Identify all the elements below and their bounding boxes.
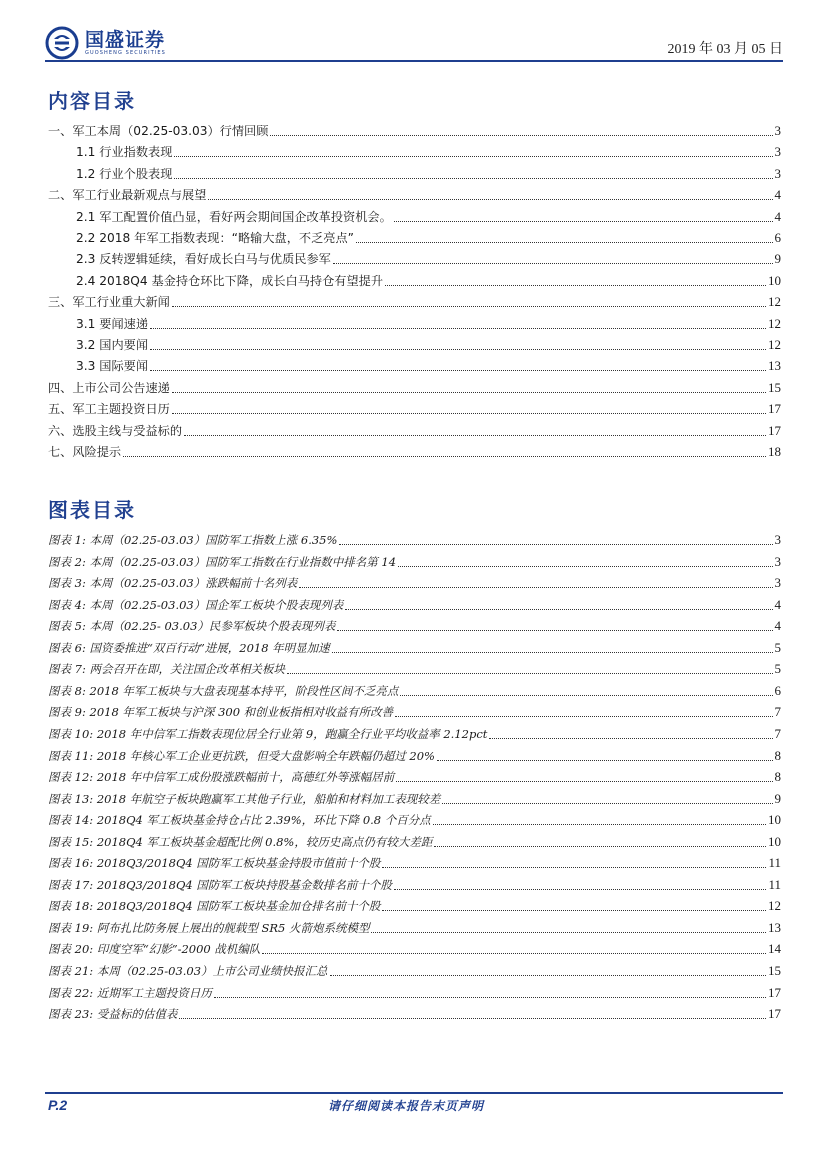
- toc-entry-label: 二、军工行业最新观点与展望: [48, 188, 207, 203]
- figure-entry[interactable]: [48, 1004, 781, 1022]
- toc-entry-page: 18: [768, 444, 781, 459]
- dot-leader: [123, 455, 766, 457]
- toc-entry[interactable]: [76, 271, 781, 289]
- figure-entry[interactable]: [48, 918, 781, 936]
- dot-leader: [174, 155, 772, 157]
- toc-entry-page: 10: [768, 272, 781, 288]
- dot-leader: [262, 952, 766, 954]
- dot-leader: [442, 802, 772, 804]
- dot-leader: [332, 651, 773, 653]
- figure-entry[interactable]: [48, 789, 781, 807]
- figure-entry-label: 图表 9: 2018 年军工板块与沪深 300 和创业板指相对收益有所改善: [48, 705, 394, 720]
- figure-entry-page: 17: [768, 984, 781, 1000]
- figure-entry-label: 图表 22: 近期军工主题投资日历: [48, 985, 212, 1000]
- toc-entry-label: 六、选股主线与受益标的: [48, 423, 183, 438]
- toc-entry-page: 3: [774, 123, 781, 138]
- figure-entry-label: 图表 21: 本周（02.25-03.03）上市公司业绩快报汇总: [48, 964, 328, 978]
- figures-title: 图表目录: [48, 498, 136, 522]
- toc-entry[interactable]: [76, 314, 781, 332]
- dot-leader: [287, 672, 773, 674]
- toc-entry-label: 2.1 军工配置价值凸显，看好两会期间国企改革投资机会。: [76, 209, 392, 224]
- dot-leader: [394, 888, 767, 890]
- dot-leader: [385, 284, 766, 286]
- figure-entry-page: 3: [774, 553, 781, 569]
- figure-entry[interactable]: [48, 638, 781, 656]
- figure-entry[interactable]: [48, 939, 781, 957]
- figure-entry-label: 图表 16: 2018Q3/2018Q4 国防军工板块基金持股市值前十个股: [48, 856, 381, 871]
- figure-entry-page: 3: [774, 532, 781, 547]
- figure-entry[interactable]: [48, 595, 781, 613]
- figure-entry[interactable]: [48, 616, 781, 634]
- toc-entry-page: 17: [768, 401, 781, 417]
- dot-leader: [270, 134, 772, 136]
- figure-entry-page: 10: [768, 812, 781, 828]
- figure-entry-page: 12: [768, 898, 781, 914]
- figure-entry-label: 图表 5: 本周（02.25- 03.03）民参军板块个股表现列表: [48, 619, 336, 634]
- dot-leader: [382, 909, 766, 911]
- toc-entry[interactable]: [76, 142, 781, 160]
- toc-entry[interactable]: [48, 399, 781, 417]
- figure-entry[interactable]: [48, 659, 781, 677]
- toc-entry-label: 四、上市公司公告速递: [48, 380, 170, 395]
- dot-leader: [150, 348, 766, 350]
- figure-entry-page: 4: [774, 596, 781, 612]
- dot-leader: [434, 845, 766, 847]
- figure-entry[interactable]: [48, 724, 781, 742]
- figure-entry-label: 图表 1: 本周（02.25-03.03）国防军工指数上涨 6.35%: [48, 533, 338, 547]
- figure-entry[interactable]: [48, 983, 781, 1001]
- figure-entry-label: 图表 14: 2018Q4 军工板块基金持仓占比 2.39%，环比下降 0.8 个百分点: [48, 813, 431, 828]
- toc-entry[interactable]: [76, 228, 781, 246]
- dot-leader: [437, 759, 773, 761]
- toc-entry-page: 13: [768, 358, 781, 374]
- toc-entry-page: 12: [768, 315, 781, 331]
- toc-entry-page: 3: [774, 144, 781, 160]
- figure-entry-label: 图表 2: 本周（02.25-03.03）国防军工指数在行业指数中排名第 14: [48, 554, 397, 569]
- toc-entry[interactable]: [48, 185, 781, 203]
- figure-entry[interactable]: [48, 810, 781, 828]
- header-divider: [45, 60, 783, 62]
- toc-entry[interactable]: [76, 207, 781, 225]
- toc-title: 内容目录: [48, 89, 136, 113]
- figure-entry-label: 图表 12: 2018 年中信军工成份股涨跌幅前十，高德红外等涨幅居前: [48, 770, 395, 785]
- toc-entry-page: 12: [768, 337, 781, 352]
- report-date: 2019 年 03 月 05 日: [667, 42, 783, 57]
- company-logo: [45, 26, 166, 60]
- figure-entry-label: 图表 18: 2018Q3/2018Q4 国防军工板块基金加仓排名前十个股: [48, 899, 381, 914]
- footer-divider: [45, 1092, 783, 1094]
- figure-entry[interactable]: [48, 746, 781, 764]
- figure-entry[interactable]: [48, 702, 781, 720]
- figure-entry[interactable]: [48, 681, 781, 699]
- figure-entry-page: 11: [768, 876, 781, 892]
- dot-leader: [382, 866, 766, 868]
- toc-entry-label: 3.3 国际要闻: [76, 359, 149, 374]
- dot-leader: [208, 198, 772, 200]
- dot-leader: [150, 327, 766, 329]
- toc-entry[interactable]: [48, 378, 781, 396]
- toc-entry[interactable]: [76, 164, 781, 182]
- toc-entry-page: 17: [768, 422, 781, 438]
- figure-entry-page: 6: [774, 682, 781, 698]
- dot-leader: [150, 369, 766, 371]
- figure-entry-page: 13: [768, 919, 781, 935]
- figure-entry[interactable]: [48, 552, 781, 570]
- toc-entry-page: 15: [768, 379, 781, 395]
- toc-entry-label: 3.2 国内要闻: [76, 338, 149, 352]
- figure-entry-page: 10: [768, 833, 781, 849]
- figure-entry-page: 15: [768, 963, 781, 978]
- disclaimer-text: 请仔细阅读本报告末页声明: [328, 1099, 485, 1113]
- figure-entry-label: 图表 17: 2018Q3/2018Q4 国防军工板块持股基金数排名前十个股: [48, 877, 392, 892]
- figure-entry-page: 17: [768, 1006, 781, 1022]
- figure-entry-label: 图表 20: 印度空军“幻影”-2000 战机编队: [48, 942, 261, 957]
- figure-entry-label: 图表 10: 2018 年中信军工指数表现位居全行业第 9，跑赢全行业平均收益率 2.12pct: [48, 726, 488, 741]
- figure-entry[interactable]: [48, 896, 781, 914]
- figure-entry[interactable]: [48, 961, 781, 979]
- figure-entry[interactable]: [48, 573, 781, 591]
- dot-leader: [396, 780, 772, 782]
- figure-entry-page: 11: [768, 855, 781, 871]
- toc-entry[interactable]: [48, 121, 781, 139]
- toc-entry-label: 3.1 要闻速递: [76, 316, 149, 331]
- dot-leader: [337, 629, 772, 631]
- toc-entry-label: 1.1 行业指数表现: [76, 145, 173, 160]
- dot-leader: [433, 823, 766, 825]
- toc-entry-label: 2.4 2018Q4 基金持仓环比下降，成长白马持仓有望提升: [76, 273, 384, 288]
- toc-entry[interactable]: [48, 421, 781, 439]
- dot-leader: [356, 241, 773, 243]
- figure-entry[interactable]: [48, 853, 781, 871]
- toc-entry-label: 七、风险提示: [48, 445, 122, 459]
- dot-leader: [339, 543, 772, 545]
- figure-entry[interactable]: [48, 767, 781, 785]
- page-number: P.2: [48, 1097, 68, 1113]
- figure-entry[interactable]: [48, 832, 781, 850]
- figure-entry-label: 图表 15: 2018Q4 军工板块基金超配比例 0.8%，较历史高点仍有较大差距: [48, 834, 433, 849]
- toc-entry[interactable]: [76, 335, 781, 353]
- dot-leader: [172, 391, 766, 393]
- logo-subtitle: GUOSHENG SECURITIES: [85, 49, 166, 56]
- figure-entry-page: 5: [774, 639, 781, 655]
- toc-entry-label: 五、军工主题投资日历: [48, 402, 170, 417]
- dot-leader: [345, 608, 772, 610]
- figure-entry-label: 图表 3: 本周（02.25-03.03）涨跌幅前十名列表: [48, 576, 298, 591]
- dot-leader: [172, 412, 766, 414]
- dot-leader: [400, 694, 772, 696]
- toc-entry[interactable]: [76, 249, 781, 267]
- dot-leader: [489, 737, 772, 739]
- figure-entry-page: 3: [774, 575, 781, 591]
- logo-mark-icon: [45, 26, 79, 60]
- dot-leader: [172, 305, 766, 307]
- figure-entry-label: 图表 19: 阿布扎比防务展上展出的舰载型 SR5 火箭炮系统模型: [48, 920, 370, 935]
- toc-entry[interactable]: [48, 442, 781, 460]
- dot-leader: [398, 565, 772, 567]
- figure-entry-page: 9: [774, 790, 781, 806]
- figure-entry[interactable]: [48, 530, 781, 548]
- toc-entry[interactable]: [76, 356, 781, 374]
- figure-entry-label: 图表 6: 国资委推进“双百行动”进展，2018 年明显加速: [48, 640, 330, 655]
- toc-entry-label: 2.2 2018 年军工指数表现：“略输大盘，不乏亮点”: [76, 231, 354, 245]
- figure-entry-page: 4: [774, 618, 781, 634]
- dot-leader: [395, 715, 772, 717]
- figure-entry-page: 8: [774, 747, 781, 763]
- toc-entry-label: 1.2 行业个股表现: [76, 166, 173, 181]
- dot-leader: [174, 177, 772, 179]
- dot-leader: [333, 262, 773, 264]
- toc-entry-label: 三、军工行业重大新闻: [48, 295, 170, 310]
- toc-entry-page: 3: [774, 165, 781, 181]
- page-header: [45, 26, 783, 60]
- figure-entry-page: 5: [774, 661, 781, 677]
- toc-entry-label: 一、军工本周（02.25-03.03）行情回顾: [48, 124, 269, 138]
- dot-leader: [214, 996, 766, 998]
- dot-leader: [299, 586, 772, 588]
- figure-entry-label: 图表 8: 2018 年军工板块与大盘表现基本持平，阶段性区间不乏亮点: [48, 683, 399, 698]
- figure-entry-label: 图表 7: 两会召开在即，关注国企改革相关板块: [48, 662, 285, 677]
- figure-entry-page: 8: [774, 769, 781, 785]
- logo-name: 国盛证券: [85, 28, 166, 51]
- figure-entry-page: 14: [768, 941, 781, 957]
- toc-entry-page: 4: [774, 208, 781, 224]
- dot-leader: [371, 931, 766, 933]
- dot-leader: [184, 434, 766, 436]
- dot-leader: [394, 220, 773, 222]
- figure-entry-label: 图表 4: 本周（02.25-03.03）国企军工板块个股表现列表: [48, 597, 344, 612]
- figure-entry-page: 7: [774, 704, 781, 720]
- dot-leader: [330, 974, 766, 976]
- figure-entry[interactable]: [48, 875, 781, 893]
- figure-entry-label: 图表 11: 2018 年核心军工企业更抗跌，但受大盘影响全年跌幅仍超过 20%: [48, 748, 435, 763]
- dot-leader: [179, 1017, 766, 1019]
- figure-entry-label: 图表 23: 受益标的估值表: [48, 1007, 178, 1022]
- toc-entry[interactable]: [48, 292, 781, 310]
- toc-entry-label: 2.3 反转逻辑延续，看好成长白马与优质民参军: [76, 252, 331, 267]
- figure-entry-label: 图表 13: 2018 年航空子板块跑赢军工其他子行业，船舶和材料加工表现较差: [48, 791, 441, 806]
- toc-entry-page: 12: [768, 294, 781, 310]
- toc-entry-page: 9: [774, 251, 781, 267]
- toc-entry-page: 4: [774, 187, 781, 203]
- figure-entry-page: 7: [774, 725, 781, 741]
- toc-entry-page: 6: [774, 230, 781, 245]
